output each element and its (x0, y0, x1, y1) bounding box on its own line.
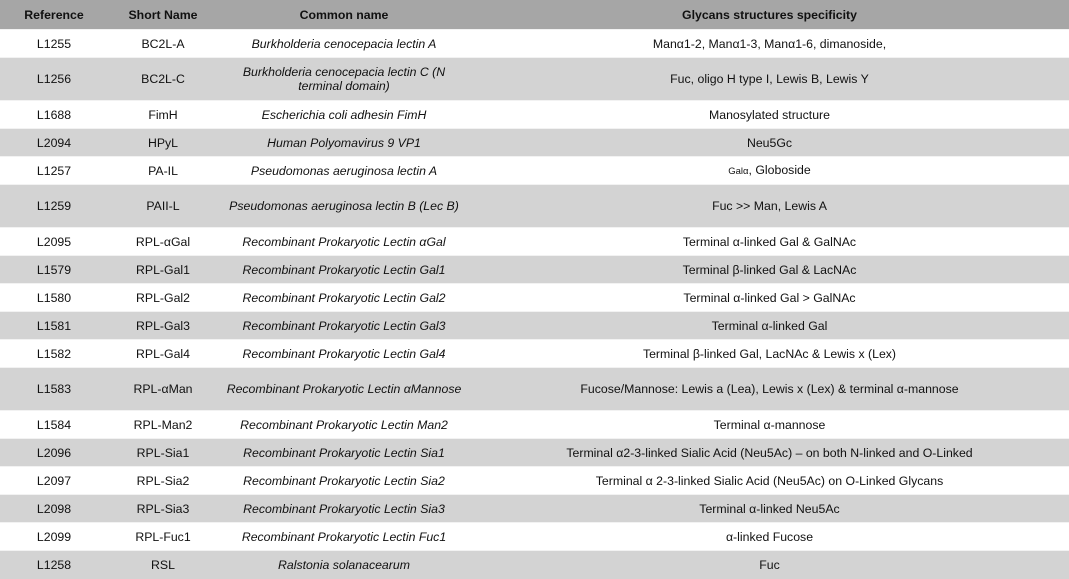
specificity-cell: Manα1-2, Manα1-3, Manα1-6, dimanoside, (652, 36, 887, 51)
common-name-cell: Pseudomonas aeruginosa lectin B (Lec B) (218, 185, 470, 228)
table-body (0, 30, 1069, 579)
reference-cell: L1580 (36, 290, 72, 305)
short-name-cell: FimH (148, 107, 178, 122)
specificity-cell: Terminal α-linked Gal & GalNAc (682, 234, 857, 249)
specificity-cell (470, 157, 1069, 185)
specificity-cell: Manosylated structure (709, 107, 830, 122)
short-name-cell: BC2L-A (141, 36, 185, 51)
table-row (0, 157, 1069, 185)
table-row (0, 256, 1069, 284)
common-name-cell: Human Polyomavirus 9 VP1 (218, 129, 470, 157)
specificity-cell: Terminal β-linked Gal, LacNAc & Lewis x (Lex) (642, 346, 897, 361)
short-name-cell: RPL-Gal3 (108, 312, 218, 340)
table-row (0, 411, 1069, 439)
common-name-cell: Pseudomonas aeruginosa lectin A (250, 163, 438, 178)
short-name-cell: RPL-Gal4 (136, 346, 190, 361)
specificity-cell: Terminal α-mannose (713, 417, 826, 432)
reference-cell: L1257 (36, 163, 72, 178)
common-name-cell: Recombinant Prokaryotic Lectin Gal4 (242, 346, 446, 361)
reference-cell: L1255 (36, 36, 72, 51)
reference-cell: L1256 (0, 58, 108, 101)
common-name-cell: Recombinant Prokaryotic Lectin Gal3 (218, 312, 470, 340)
reference-cell: L2094 (0, 129, 108, 157)
reference-cell: L1688 (36, 107, 72, 122)
table-row (0, 495, 1069, 523)
common-name-cell: Burkholderia cenocepacia lectin C (N terminal domain) (218, 58, 470, 101)
short-name-cell: RPL-Sia3 (108, 495, 218, 523)
reference-cell: L2097 (36, 473, 72, 488)
reference-cell: L2098 (0, 495, 108, 523)
reference-cell: L1584 (36, 417, 72, 432)
reference-cell: L1258 (0, 551, 108, 579)
short-name-cell: PA-IL (148, 163, 178, 178)
short-name-cell: RPL-Gal1 (108, 256, 218, 284)
header-reference: Reference (0, 0, 108, 30)
specificity-cell: Terminal α-linked Gal (470, 312, 1069, 340)
specificity-cell: Fuc, oligo H type I, Lewis B, Lewis Y (470, 58, 1069, 101)
table-row (0, 467, 1069, 495)
table-row (0, 129, 1069, 157)
short-name-cell: RPL-αGal (135, 234, 191, 249)
specificity-cell: Fuc (470, 551, 1069, 579)
table-row (0, 228, 1069, 256)
common-name-cell: Recombinant Prokaryotic Lectin Sia2 (243, 473, 445, 488)
specificity-text: , Globoside (748, 162, 811, 177)
short-name-cell: RPL-Fuc1 (135, 529, 191, 544)
specificity-prefix: Galα (728, 165, 749, 177)
common-name-cell: Recombinant Prokaryotic Lectin Sia1 (218, 439, 470, 467)
common-name-cell: Recombinant Prokaryotic Lectin Sia3 (218, 495, 470, 523)
specificity-cell: Neu5Gc (470, 129, 1069, 157)
specificity-cell: Terminal α-linked Gal > GalNAc (683, 290, 856, 305)
common-name-cell: Recombinant Prokaryotic Lectin αMannose (218, 368, 470, 411)
table-row (0, 58, 1069, 101)
header-common-name: Common name (218, 0, 470, 30)
specificity-cell: Terminal α2-3-linked Sialic Acid (Neu5Ac) – on both N-linked and O-Linked (470, 439, 1069, 467)
common-name-cell: Recombinant Prokaryotic Lectin αGal (242, 234, 446, 249)
short-name-cell: RPL-Sia2 (136, 473, 190, 488)
reference-cell: L1579 (0, 256, 108, 284)
specificity-cell: Fucose/Mannose: Lewis a (Lea), Lewis x (Lex) & terminal α-mannose (470, 368, 1069, 411)
short-name-cell: BC2L-C (108, 58, 218, 101)
table-row (0, 340, 1069, 368)
reference-cell: L1259 (0, 185, 108, 228)
common-name-cell: Ralstonia solanacearum (218, 551, 470, 579)
common-name-cell: Burkholderia cenocepacia lectin A (251, 36, 437, 51)
header-short-name: Short Name (108, 0, 218, 30)
common-name-cell: Recombinant Prokaryotic Lectin Gal2 (242, 290, 446, 305)
reference-cell: L1583 (0, 368, 108, 411)
table-row (0, 30, 1069, 58)
table-row (0, 312, 1069, 340)
short-name-cell: RPL-Sia1 (108, 439, 218, 467)
table-row (0, 551, 1069, 579)
common-name-cell: Recombinant Prokaryotic Lectin Man2 (240, 417, 448, 432)
specificity-cell: Terminal β-linked Gal & LacNAc (470, 256, 1069, 284)
table-row (0, 368, 1069, 411)
table-row (0, 284, 1069, 312)
reference-cell: L2095 (36, 234, 72, 249)
short-name-cell: RPL-Man2 (133, 417, 193, 432)
reference-cell: L1582 (36, 346, 72, 361)
table-row (0, 101, 1069, 129)
common-name-cell: Recombinant Prokaryotic Lectin Gal1 (218, 256, 470, 284)
reference-cell: L1581 (0, 312, 108, 340)
specificity-cell: Terminal α-linked Neu5Ac (470, 495, 1069, 523)
table-header-row (0, 0, 1069, 30)
table-row (0, 185, 1069, 228)
table-row (0, 439, 1069, 467)
short-name-cell: RPL-Gal2 (136, 290, 190, 305)
table-row (0, 523, 1069, 551)
short-name-cell: RPL-αMan (108, 368, 218, 411)
specificity-cell: Terminal α 2-3-linked Sialic Acid (Neu5Ac) on O-Linked Glycans (595, 473, 944, 488)
reference-cell: L2096 (0, 439, 108, 467)
common-name-cell: Recombinant Prokaryotic Lectin Fuc1 (241, 529, 447, 544)
specificity-cell: α-linked Fucose (725, 529, 814, 544)
short-name-cell: RSL (108, 551, 218, 579)
reference-cell: L2099 (36, 529, 72, 544)
header-specificity: Glycans structures specificity (470, 0, 1069, 30)
short-name-cell: PAII-L (108, 185, 218, 228)
specificity-cell: Fuc >> Man, Lewis A (470, 185, 1069, 228)
short-name-cell: HPyL (108, 129, 218, 157)
common-name-cell: Escherichia coli adhesin FimH (261, 107, 427, 122)
